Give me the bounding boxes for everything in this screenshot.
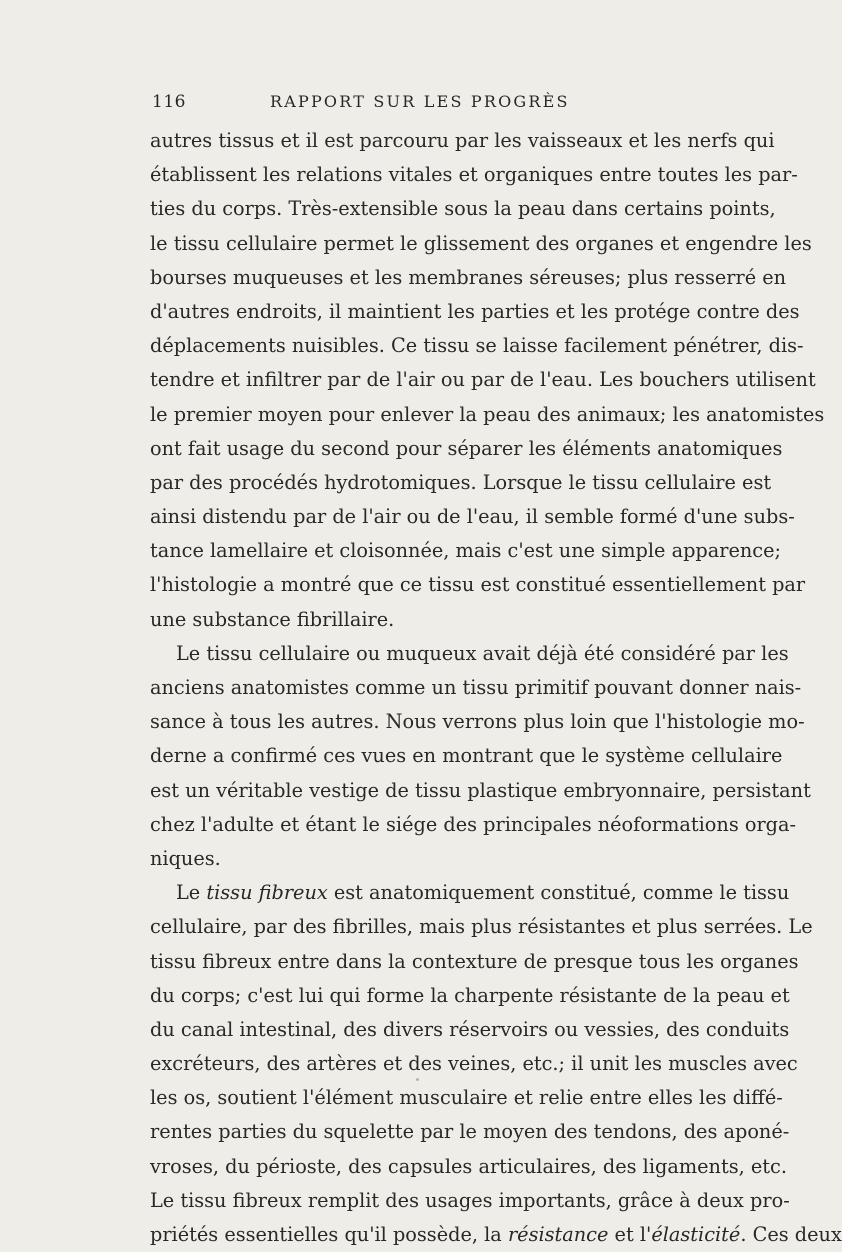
text-line: le premier moyen pour enlever la peau des animaux; les anatomistes [150,402,825,426]
text-line: ties du corps. Très-extensible sous la peau dans certains points, [150,197,776,221]
text-line: excréteurs, des artères et des veines, etc.; il unit les muscles avec [150,1052,798,1076]
text-line: déplacements nuisibles. Ce tissu se laisse facilement pénétrer, dis- [150,334,804,358]
text-line: anciens anatomistes comme un tissu primitif pouvant donner nais- [150,676,802,699]
text-line: rentes parties du squelette par le moyen des tendons, des aponé- [150,1120,790,1144]
text-line: est un véritable vestige de tissu plastique embryonnaire, persistant [150,778,811,802]
text-run: est anatomiquement constitué, comme le tissu [333,881,790,905]
italic-term: élasticité [651,1223,741,1246]
page-header [152,92,712,118]
text-run: Le [176,881,201,905]
text-line: tissu fibreux entre dans la contexture de presque tous les organes [150,949,799,973]
paper-speck [416,1078,419,1081]
text-line: par des procédés hydrotomiques. Lorsque le tissu cellulaire est [150,470,772,494]
italic-term: tissu fibreux [206,881,328,905]
text-line: le tissu cellulaire permet le glissement des organes et engendre les [150,231,812,255]
text-line: d'autres endroits, il maintient les parties et les protége contre des [150,299,800,323]
italic-term: résistance [507,1223,609,1246]
text-line: tendre et infiltrer par de l'air ou par de l'eau. Les bouchers utilisent [150,368,816,392]
text-line [150,1218,842,1252]
text-line: du canal intestinal, des divers réservoirs ou vessies, des conduits [150,1017,790,1041]
text-line: vroses, du périoste, des capsules articulaires, des ligaments, etc. [150,1154,787,1178]
text-line: cellulaire, par des fibrilles, mais plus résistantes et plus serrées. Le [150,915,813,939]
text-line: chez l'adulte et étant le siége des principales néoformations orga- [150,812,797,836]
text-line: l'histologie a montré que ce tissu est constitué essentiellement par [150,573,806,597]
text-line: autres tissus et il est parcouru par les vaisseaux et les nerfs qui [150,129,775,152]
text-line [150,876,790,910]
text-line: Le tissu cellulaire ou muqueux avait déjà été considéré par les [176,641,789,665]
text-run: et l' [614,1223,652,1246]
body-text [150,124,842,1252]
page-number: 116 [152,92,186,112]
text-line: ont fait usage du second pour séparer les éléments anatomiques [150,436,783,460]
text-line: Le tissu fibreux remplit des usages importants, grâce à deux pro- [150,1188,790,1212]
text-run: . Ces deux [740,1223,842,1246]
text-line: les os, soutient l'élément musculaire et relie entre elles les diffé- [150,1086,783,1110]
text-run: priétés essentielles qu'il possède, la [150,1223,502,1246]
text-line: du corps; c'est lui qui forme la charpente résistante de la peau et [150,983,790,1007]
text-line: bourses muqueuses et les membranes séreuses; plus resserré en [150,265,787,289]
text-line: tance lamellaire et cloisonnée, mais c'est une simple apparence; [150,539,781,563]
text-line: sance à tous les autres. Nous verrons plus loin que l'histologie mo- [150,710,805,734]
text-line: une substance fibrillaire. [150,607,395,631]
text-line: derne a confirmé ces vues en montrant que le système cellulaire [150,744,783,768]
running-title: RAPPORT SUR LES PROGRÈS [270,92,570,111]
text-line: ainsi distendu par de l'air ou de l'eau, il semble formé d'une subs- [150,505,795,529]
text-line: établissent les relations vitales et organiques entre toutes les par- [150,163,798,187]
text-line: niques. [150,846,221,870]
